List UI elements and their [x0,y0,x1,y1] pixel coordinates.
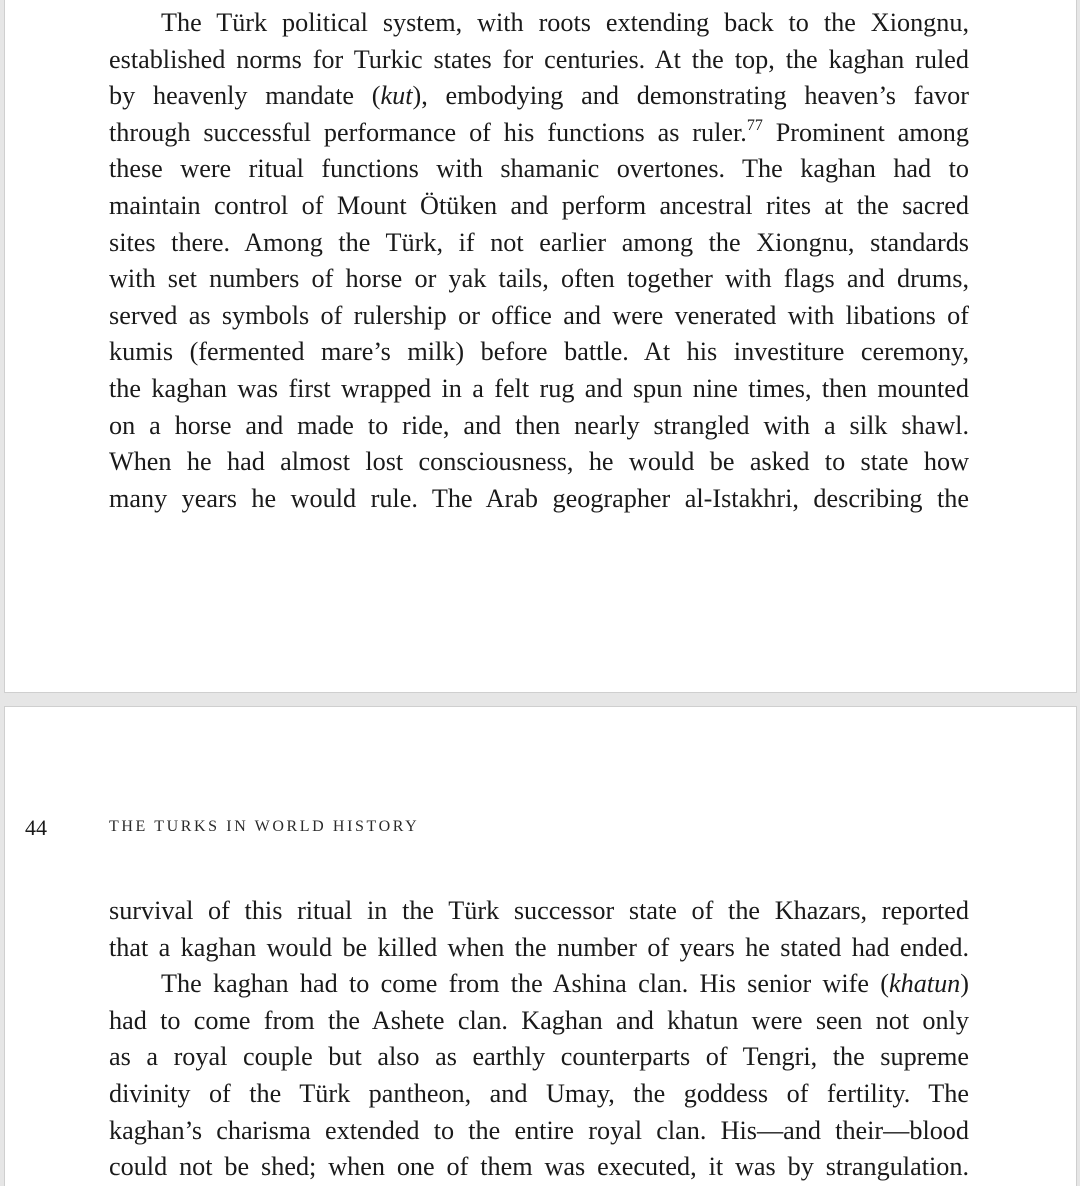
text-line: these were ritual functions with shamanic overtones. The kaghan had to [109,154,969,184]
text-line [109,78,969,115]
body-text [109,893,969,1186]
footnote-reference[interactable]: 77 [746,116,763,134]
text-line: kaghan’s charisma extended to the entire royal clan. His—and their—blood [109,1115,969,1145]
text-line [109,115,969,152]
text-run: by heavenly mandate ( [109,81,381,111]
text-line: When he had almost lost consciousness, he would be asked to state how [109,447,969,477]
text-line: sites there. Among the Türk, if not earlier among the Xiongnu, standards [109,227,969,257]
text-line: the kaghan was first wrapped in a felt rug and spun nine times, then mounted [109,373,969,403]
page-number: 44 [25,815,47,840]
text-line: on a horse and made to ride, and then nearly strangled with a silk shawl. [109,410,969,440]
body-text [109,5,969,517]
text-line [109,966,969,1003]
italic-term: kut [380,81,413,111]
text-line: The Türk political system, with roots extending back to the Xiongnu, [161,8,969,37]
text-line: served as symbols of rulership or office and were venerated with libations of [109,300,969,330]
text-run: Prominent among [762,117,969,147]
page-44 [4,706,1077,1186]
text-run: ), embodying and demonstrating heaven’s favor [412,81,969,111]
text-line: had to come from the Ashete clan. Kaghan and khatun were seen not only [109,1005,969,1035]
italic-term: khatun [888,969,961,999]
text-line: maintain control of Mount Ötüken and perform ancestral rites at the sacred [109,190,969,220]
text-run: ) [960,969,969,999]
page-43 [4,0,1077,693]
text-line: survival of this ritual in the Türk successor state of the Khazars, reported [109,896,969,925]
text-line: with set numbers of horse or yak tails, often together with flags and drums, [109,264,969,294]
running-head: THE TURKS IN WORLD HISTORY [109,818,420,835]
text-line: divinity of the Türk pantheon, and Umay, the goddess of fertility. The [109,1078,969,1108]
text-run: The kaghan had to come from the Ashina clan. His senior wife ( [161,969,889,999]
text-run: through successful performance of his functions as ruler. [109,117,747,147]
text-line: many years he would rule. The Arab geographer al-Istakhri, describing the [109,483,969,513]
text-line: could not be shed; when one of them was executed, it was by strangulation. [109,1152,969,1182]
text-line: kumis (fermented mare’s milk) before battle. At his investiture ceremony, [109,337,969,367]
text-line: as a royal couple but also as earthly counterparts of Tengri, the supreme [109,1042,969,1072]
text-line: established norms for Turkic states for centuries. At the top, the kaghan ruled [109,44,969,74]
text-line: that a kaghan would be killed when the number of years he stated had ended. [109,932,969,962]
